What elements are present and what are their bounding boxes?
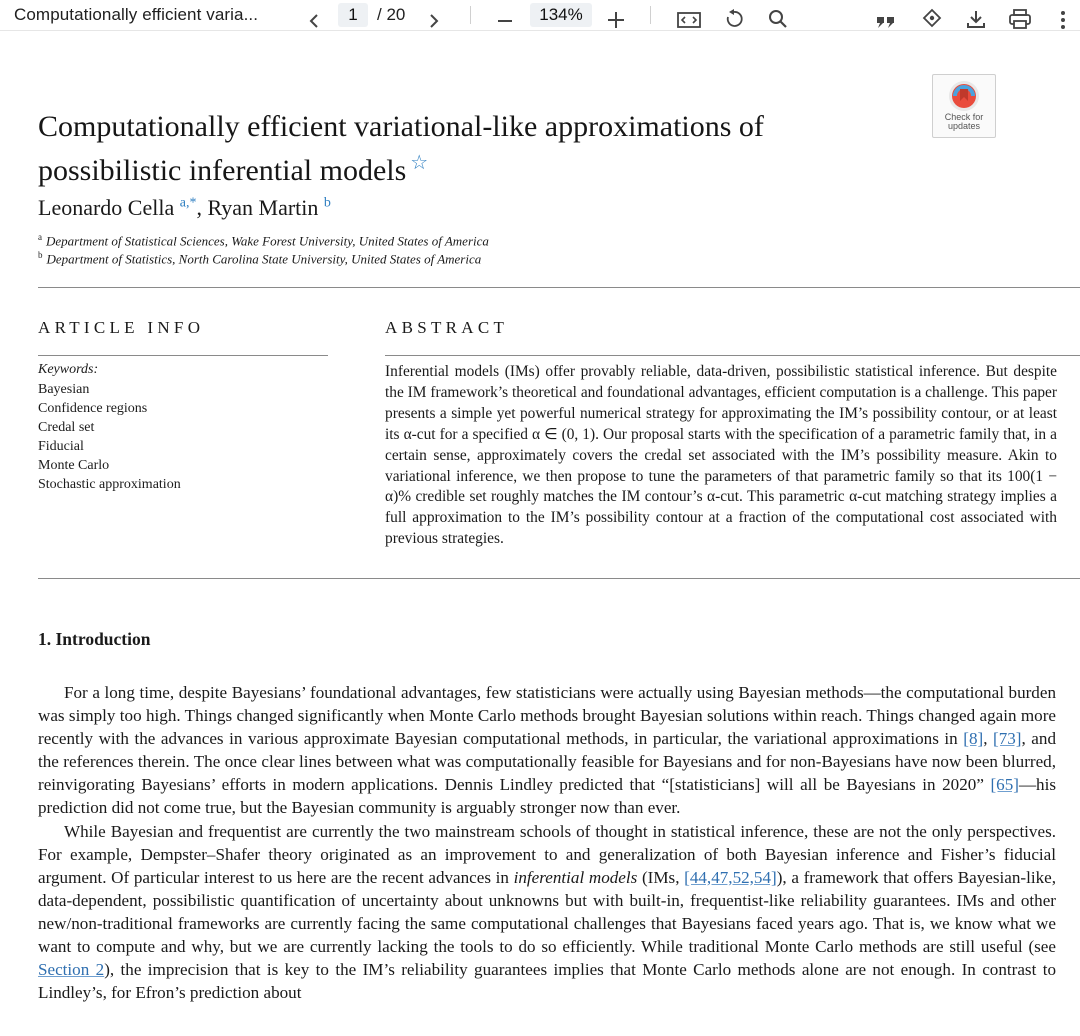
abstract-heading: ABSTRACT <box>385 318 509 337</box>
document-title: Computationally efficient varia... <box>14 5 259 24</box>
author-cella: Leonardo Cella <box>38 195 175 220</box>
keyword-item: Credal set <box>38 420 95 435</box>
keywords-heading: Keywords: <box>38 362 99 377</box>
header-divider <box>38 287 1080 288</box>
citation-link[interactable]: [8] <box>963 729 984 749</box>
keywords-list <box>38 380 181 494</box>
title-footnote-star-icon[interactable]: ☆ <box>410 152 429 174</box>
article-info-heading: ARTICLE INFO <box>38 318 205 337</box>
abstract-text: Inferential models (IMs) offer provably reliable, data-driven, possibilistic statistical inference. But despite the IM framework’s theoretical and foundational advantages, efficient computation is a challenge. This paper presents a simple yet powerful numerical strategy for approximating the IM’s possibility contour, or at least its α-cut for a specified α ∈ (0, 1). Our proposal starts with the specification of a parametric family that, in a certain sense, approximately covers the credal set associated with the IM’s possibility measure. Akin to variational inference, we then propose to tune the parameters of that parametric family so that its 100(1 − α)% credible set roughly matches the IM contour’s α-cut. This parametric α-cut matching strategy implies a full approximation to the IM’s possibility contour at a fraction of the computational cost associated with previous strategies. <box>385 363 1057 548</box>
author-martin: Ryan Martin <box>207 195 319 220</box>
check-for-updates-label: Check for updates <box>944 112 984 131</box>
page-number-input[interactable]: 1 <box>338 3 368 27</box>
author-affiliation-mark[interactable]: a,* <box>179 195 197 211</box>
keyword-item: Fiducial <box>38 439 84 454</box>
introduction-body <box>38 681 1056 1004</box>
zoom-level-input[interactable]: 134% <box>530 3 592 27</box>
crossmark-icon <box>947 79 981 113</box>
page-total: / 20 <box>377 5 406 24</box>
section-heading-introduction: 1. Introduction <box>38 629 151 649</box>
paragraph: While Bayesian and frequentist are currently the two mainstream schools of thought in statistical inference, these are not the only perspectives. For example, Dempster–Shafer theory originated as an improvement to and generalization of both Bayesian inference and Fisher’s fiducial argument. Of particular interest to us here are the recent advances in inferential models (IMs, [44,47,52,54]), a framework that offers Bayesian-like, data-dependent, possibilistic quantification of uncertainty about unknowns but with built-in, frequentist-like reliability guarantees. IMs and other new/non-traditional frameworks are currently facing the same computational challenges that Bayesians faced years ago. That is, we know what we want to compute and why, but we are currently lacking the tools to do so efficiently. While traditional Monte Carlo methods are still useful (see Section 2), the imprecision that is key to the IM’s reliability guarantees implies that Monte Carlo methods alone are not enough. In contrast to Lindley’s, for Efron’s prediction about <box>38 821 1057 1003</box>
abstract-bottom-divider <box>38 578 1080 579</box>
keyword-item: Stochastic approximation <box>38 477 181 492</box>
affiliation-b: $^b$ Department of Statistics, North Carolina State University, United States of America <box>38 250 482 267</box>
article-info-divider <box>38 355 328 356</box>
check-for-updates-badge[interactable] <box>932 74 996 138</box>
keyword-item: Bayesian <box>38 382 90 397</box>
abstract-divider <box>385 355 1080 356</box>
citation-link[interactable]: [44,47,52,54] <box>684 867 777 887</box>
paragraph: For a long time, despite Bayesians’ foundational advantages, few statisticians were actually using Bayesian methods—the computational burden was simply too high. Things changed significantly when Monte Carlo methods brought Bayesian solutions within reach. Things changed again more recently with the advances in various approximate Bayesian computational methods, in particular, the variational approximations in [8], [73], and the references therein. The once clear lines between what was computationally feasible for Bayesians and for non-Bayesians have now been blurred, reinvigorating Bayesians’ efforts in modern applications. Dennis Lindley predicted that “[statisticians] will all be Bayesians in 2020” [65]—his prediction did not come true, but the Bayesian community is arguably stronger now than ever. <box>38 683 1056 818</box>
paper-title: Computationally efficient variational-like approximations of possibilistic inferential models ☆ <box>38 110 764 187</box>
author-line: Leonardo Cella $^{a,*}$, Ryan Martin $^b$ <box>38 195 331 220</box>
author-affiliation-mark[interactable]: b <box>323 195 331 211</box>
keyword-item: Confidence regions <box>38 401 148 416</box>
section-link[interactable]: Section 2 <box>38 960 105 980</box>
affiliation-a: $^a$ Department of Statistical Sciences, Wake Forest University, United States of America <box>38 232 489 249</box>
keyword-item: Monte Carlo <box>38 458 110 473</box>
citation-link[interactable]: [65] <box>990 775 1019 795</box>
citation-link[interactable]: [73] <box>993 729 1022 749</box>
